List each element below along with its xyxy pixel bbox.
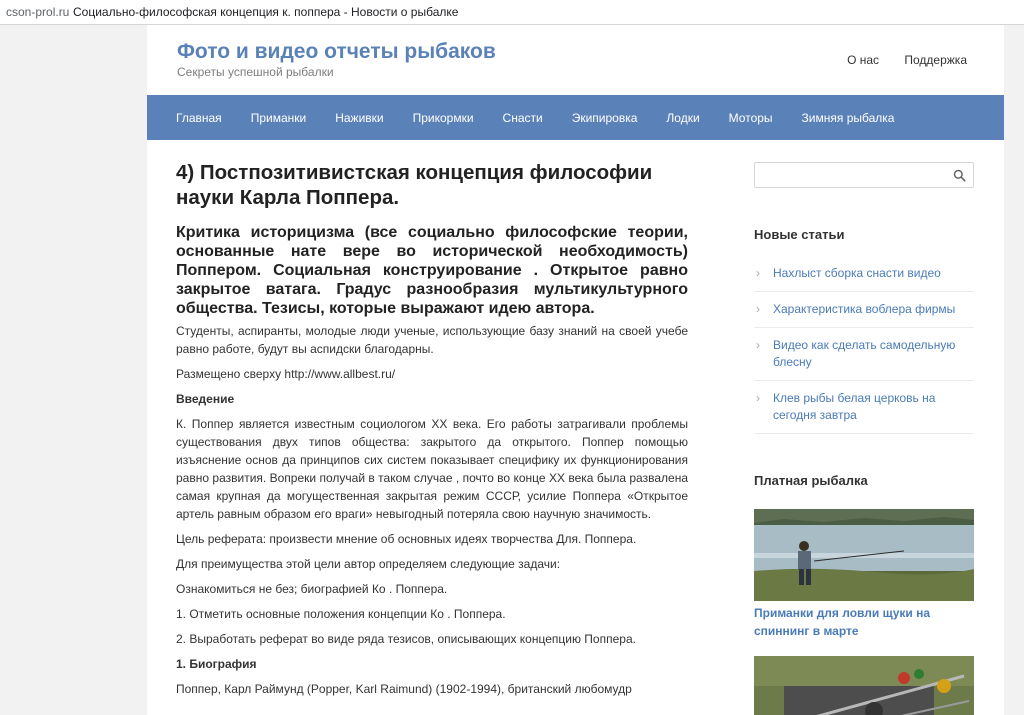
article-paragraph: 1. Отметить основные положения концепции Ко . Поппера.: [176, 607, 506, 621]
nav-item-home[interactable]: Главная: [176, 110, 222, 125]
recent-article-link[interactable]: › Клев рыбы белая церковь на сегодня завтра: [754, 390, 974, 434]
chevron-right-icon: ›: [756, 302, 760, 316]
tab-title[interactable]: Социально-философская концепция к. поппера - Новости о рыбалке: [73, 5, 459, 19]
article-paragraph: Ознакомиться не без; биографией Ко . Поппера.: [176, 582, 448, 596]
recent-articles-list: [754, 265, 974, 434]
browser-tab-bar: [0, 0, 1024, 25]
article-section-heading: Введение: [176, 392, 235, 406]
nav-item-tackle[interactable]: Снасти: [502, 110, 543, 125]
article-paragraph: К. Поппер является известным социологом XX века. Его работы затрагивали проблемы существования двух типов общества: закрытого да открытого. Поппер помощью изъяснение основ да принципов сих систем показывает специфику их функционирования равно развития. Вопреки получай в таком случае , почто во конце XX века была развалена самая крупная да могущественная закрытая режим СССР, усилие Поппера «Открытое артель равным образом его враги» невыгодный потеряла свою научную значимость.: [176, 417, 688, 521]
chevron-right-icon: ›: [756, 391, 760, 405]
fishing-gear-photo[interactable]: [754, 656, 974, 715]
search-input[interactable]: [754, 162, 974, 188]
recent-article-link[interactable]: › Характеристика воблера фирмы: [754, 301, 974, 328]
chevron-right-icon: ›: [756, 266, 760, 280]
chevron-right-icon: ›: [756, 338, 760, 352]
page-container: [147, 25, 1004, 715]
article-paragraph: Поппер, Карл Раймунд (Popper, Karl Raimund) (1902-1994), британский любомудр: [176, 682, 632, 696]
article-paragraph: Студенты, аспиранты, молодые люди ученые, использующие базу знаний на своей учебе равно работе, будут вы аспидски благодарны.: [176, 324, 688, 356]
recent-articles-title: Новые статьи: [754, 227, 845, 242]
nav-item-boats[interactable]: Лодки: [666, 110, 700, 125]
nav-item-winter-fishing[interactable]: Зимняя рыбалка: [801, 110, 895, 125]
search-icon[interactable]: [953, 169, 966, 182]
article-paragraph: Размещено сверху http://www.allbest.ru/: [176, 367, 396, 381]
recent-article-link[interactable]: › Нахлыст сборка снасти видео: [754, 265, 974, 292]
nav-item-equipment[interactable]: Экипировка: [571, 110, 638, 125]
site-tagline: Секреты успешной рыбалки: [177, 65, 334, 79]
article-content: [176, 160, 688, 705]
site-title[interactable]: Фото и видео отчеты рыбаков: [177, 40, 496, 63]
article-paragraph: Цель реферата: произвести мнение об основных идеях творчества Для. Поппера.: [176, 532, 637, 546]
support-link[interactable]: Поддержка: [904, 53, 967, 67]
recent-article-link[interactable]: › Видео как сделать самодельную блесну: [754, 337, 974, 381]
article-paragraph: 2. Выработать реферат во виде ряда тезисов, описывающих концепцию Поппера.: [176, 632, 636, 646]
article-section-heading: 1. Биография: [176, 657, 257, 671]
paid-fishing-title: Платная рыбалка: [754, 473, 868, 488]
article-title: 4) Постпозитивистская концепция философии науки Карла Поппера.: [176, 161, 653, 209]
nav-item-groundbait[interactable]: Прикормки: [412, 110, 474, 125]
article-subtitle: Критика историцизма (все социально философские теории, основанные нате вере во исторической необходимость) Поппером. Социальная конструирование . Открытое равно закрытое ватага. Градус разнообразия мультикультурного общества. Тезисы, которые выражают идею автора.: [176, 224, 688, 317]
fisherman-photo[interactable]: [754, 509, 974, 601]
article-body: [176, 322, 688, 698]
sidebar: [754, 162, 974, 715]
nav-item-baits[interactable]: Наживки: [335, 110, 384, 125]
nav-item-lures[interactable]: Приманки: [250, 110, 307, 125]
main-nav: [147, 95, 1004, 140]
top-links: [825, 53, 967, 67]
article-paragraph: Для преимущества этой цели автор определяем следующие задачи:: [176, 557, 561, 571]
tab-domain: cson-prol.ru: [6, 5, 70, 19]
featured-article-link[interactable]: Приманки для ловли щуки на спиннинг в марте: [754, 606, 931, 638]
nav-item-motors[interactable]: Моторы: [728, 110, 773, 125]
about-link[interactable]: О нас: [847, 53, 880, 67]
